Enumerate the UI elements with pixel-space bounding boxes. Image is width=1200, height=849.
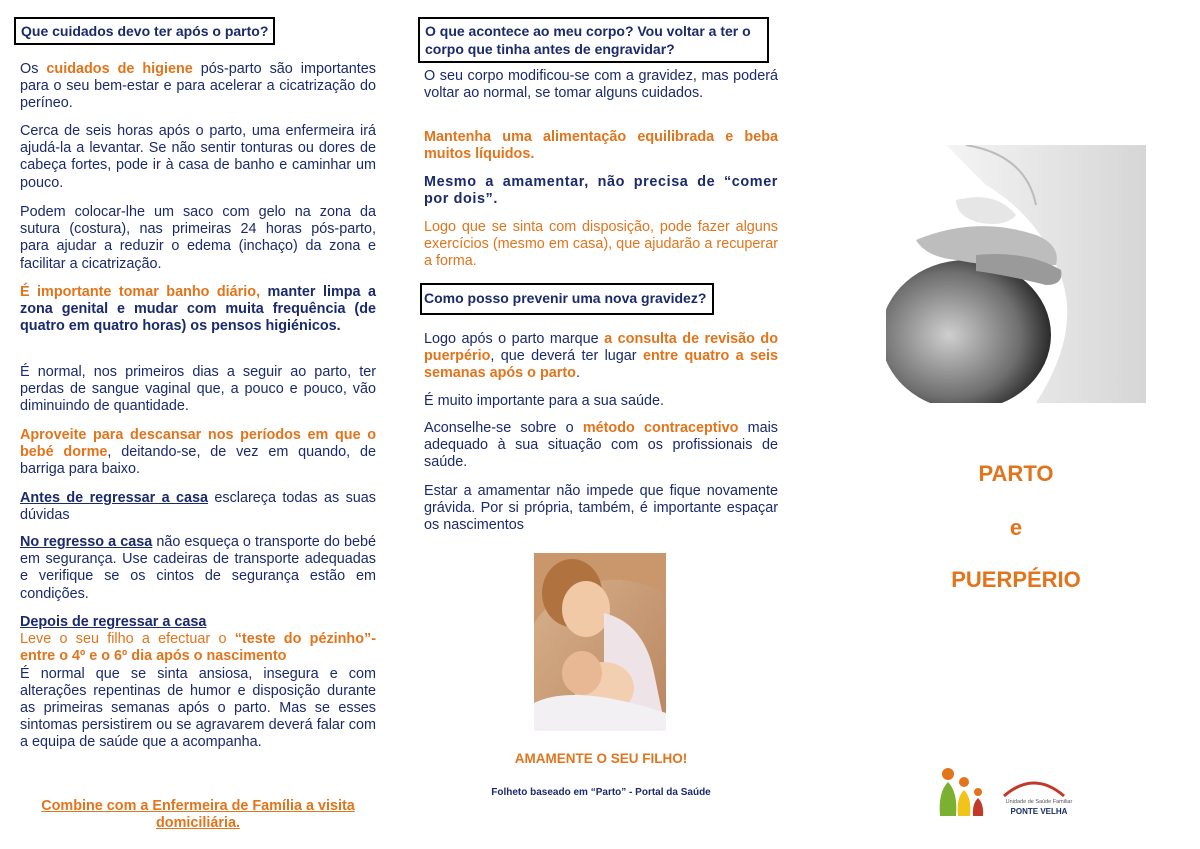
paragraph-breastfeeding-pregnancy: Estar a amamentar não impede que fique novamente grávida. Por si própria, também, é importante espaçar os nascimentos — [424, 483, 778, 534]
paragraph-review-consult: Logo após o parto marque a consulta de revisão do puerpério, que deverá ter lugar entre quatro a seis semanas após o parto. — [424, 331, 779, 382]
breastfeeding-photo — [534, 553, 666, 731]
paragraph-bath: É importante tomar banho diário, manter limpa a zona genital e mudar com muita frequência (de quatro em quatro horas) os pensos higiénicos. — [20, 284, 376, 335]
logo-text-unit: Unidade de Saúde Familiar — [1005, 799, 1073, 805]
paragraph-return-home: No regresso a casa não esqueça o transporte do bebé em segurança. Use cadeiras de transporte adequadas e verifique se os cintos de segurança estão em condições. — [20, 534, 376, 602]
paragraph-before-home: Antes de regressar a casa esclareça todas as suas dúvidas — [20, 490, 376, 524]
paragraph-ice: Podem colocar-lhe um saco com gelo na zona da sutura (costura), nas primeiras 24 horas pós-parto, para ajudar a reduzir o edema (inchaço) da zona e facilitar a cicatrização. — [20, 204, 376, 272]
breastfeed-caption: AMAMENTE O SEU FILHO! — [514, 751, 688, 766]
paragraph-after-home: Depois de regressar a casa Leve o seu filho a efectuar o “teste do pézinho”- entre o 4º e o 6º dia após o nascimento É normal que se sinta ansiosa, insegura e com alterações repentinas de humor e disposição durante as primeiras semanas após o parto. Mas se esses sintomas persistirem ou se agravarem deverá falar com a equipa de saúde que a acompanha. — [20, 614, 376, 751]
title-e: e — [1009, 515, 1023, 540]
paragraph-getting-up: Cerca de seis horas após o parto, uma enfermeira irá ajudá-la a levantar. Se não sentir tonturas ou dores de cabeça fortes, pode ir à casa de banho e caminhar um pouco. — [20, 123, 376, 191]
paragraph-hygiene: Os cuidados de higiene pós-parto são importantes para o seu bem-estar e para acelerar a cicatrização do períneo. — [20, 61, 376, 112]
paragraph-contraceptive: Aconselhe-se sobre o método contraceptivo mais adequado à sua situação com os profissionais de saúde. — [424, 420, 778, 471]
paragraph-bleeding: É normal, nos primeiros dias a seguir ao parto, ter perdas de sangue vaginal que, a pouco e pouco, vão diminuindo de quantidade. — [20, 364, 376, 415]
home-visit-link[interactable]: Combine com a Enfermeira de Família a visita domiciliária. — [41, 798, 355, 832]
paragraph-diet: Mantenha uma alimentação equilibrada e beba muitos líquidos. — [424, 129, 778, 163]
question-heading-prevention: Como posso prevenir uma nova gravidez? — [420, 283, 714, 315]
question-heading-care: Que cuidados devo ter após o parto? — [14, 17, 275, 45]
question-heading-body: O que acontece ao meu corpo? Vou voltar a ter o corpo que tinha antes de engravidar? — [418, 17, 769, 63]
paragraph-eat-for-two: Mesmo a amamentar, não precisa de “comer por dois”. — [424, 174, 778, 208]
logo-text-name: PONTE VELHA — [1010, 807, 1068, 816]
paragraph-health: É muito importante para a sua saúde. — [424, 393, 664, 409]
title-puerperio: PUERPÉRIO — [951, 567, 1081, 592]
usf-logo-figures — [936, 766, 990, 818]
paragraph-rest: Aproveite para descansar nos períodos em que o bebé dorme, deitando-se, de vez em quando, de barriga para baixo. — [20, 427, 376, 478]
source-note: Folheto baseado em “Parto” - Portal da Saúde — [491, 787, 711, 798]
paragraph-exercise: Logo que se sinta com disposição, pode fazer alguns exercícios (mesmo em casa), que ajudarão a recuperar a forma. — [424, 219, 778, 270]
bridge-icon — [1002, 776, 1066, 798]
paragraph-body-changes: O seu corpo modificou-se com a gravidez, mas poderá voltar ao normal, se tomar alguns cuidados. — [424, 68, 778, 102]
title-parto: PARTO — [978, 461, 1054, 486]
pregnancy-photo — [886, 145, 1146, 403]
